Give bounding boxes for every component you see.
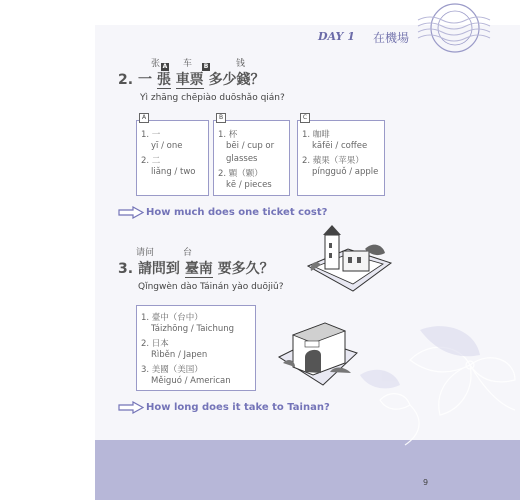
question-number: 3. bbox=[118, 261, 134, 277]
option-line: kāfēi / coffee bbox=[312, 141, 368, 151]
annotation-tai: 台 bbox=[183, 248, 193, 258]
option-line: yī / one bbox=[151, 141, 183, 151]
option-line: 1. 一 bbox=[141, 130, 161, 140]
annotation-qian: 钱 bbox=[236, 59, 246, 69]
badge-b: B bbox=[203, 63, 209, 70]
question-3-translation: How long does it take to Tainan? bbox=[146, 402, 330, 413]
option-line: liǎng / two bbox=[151, 167, 196, 177]
option-box-b-tag: B bbox=[216, 113, 226, 123]
q2-part-chepiao: 車票 bbox=[175, 72, 204, 88]
annotation-qingwen: 请问 bbox=[136, 248, 155, 258]
annotation-che: 车 bbox=[183, 59, 193, 69]
option-line: 1. 臺中（台中） bbox=[141, 313, 203, 323]
q3-part-duojiu: 要多久？ bbox=[217, 261, 274, 277]
gate-illustration bbox=[275, 317, 360, 392]
option-line: 3. 美國（美国） bbox=[141, 365, 203, 375]
question-3-title bbox=[118, 258, 274, 278]
option-box-c-tag: C bbox=[300, 113, 310, 123]
question-3-pinyin: Qǐngwèn dào Táinán yào duōjiǔ? bbox=[138, 282, 284, 292]
q2-part-yi: 一 bbox=[137, 72, 152, 88]
option-line: píngguǒ / apple bbox=[312, 167, 379, 177]
option-line: 1. 杯 bbox=[218, 130, 238, 140]
option-box-a-tag: A bbox=[139, 113, 149, 123]
option-line: kē / pieces bbox=[226, 180, 272, 190]
flower-decoration bbox=[350, 320, 520, 450]
option-line: Měiguó / American bbox=[151, 376, 231, 386]
question-number: 2. bbox=[118, 72, 134, 88]
question-2-title bbox=[118, 69, 265, 89]
right-arrow-icon bbox=[118, 206, 144, 219]
postmark-stamp-icon bbox=[410, 0, 500, 70]
option-line: Rìběn / Japen bbox=[151, 350, 208, 360]
option-line: bēi / cup or bbox=[226, 141, 275, 151]
question-2-pinyin: Yì zhāng chēpiào duōshǎo qián? bbox=[140, 93, 285, 103]
chapter-title: 在機場 bbox=[373, 31, 410, 45]
q2-part-duoshao: 多少錢？ bbox=[208, 72, 265, 88]
option-line: 2. 二 bbox=[141, 156, 161, 166]
badge-a: A bbox=[162, 63, 168, 70]
q3-part-qingwen: 請問到 bbox=[137, 261, 180, 277]
option-line: 2. 顆（颗） bbox=[218, 169, 263, 179]
page-number: 9 bbox=[423, 478, 429, 487]
question-2-translation: How much does one ticket cost? bbox=[146, 207, 328, 218]
option-line: glasses bbox=[226, 154, 258, 164]
castle-illustration bbox=[303, 221, 393, 296]
q3-part-tainan: 臺南 bbox=[184, 261, 213, 277]
day-label: DAY 1 bbox=[318, 30, 355, 43]
option-line: Táizhōng / Taichung bbox=[151, 324, 235, 334]
right-arrow-icon bbox=[118, 401, 144, 414]
q2-part-zhang: 張 bbox=[156, 72, 171, 88]
option-line: 2. 蘋果（苹果） bbox=[302, 156, 364, 166]
option-line: 2. 日本 bbox=[141, 339, 169, 349]
option-line: 1. 咖啡 bbox=[302, 130, 330, 140]
annotation-zhang: 张 bbox=[151, 59, 161, 69]
